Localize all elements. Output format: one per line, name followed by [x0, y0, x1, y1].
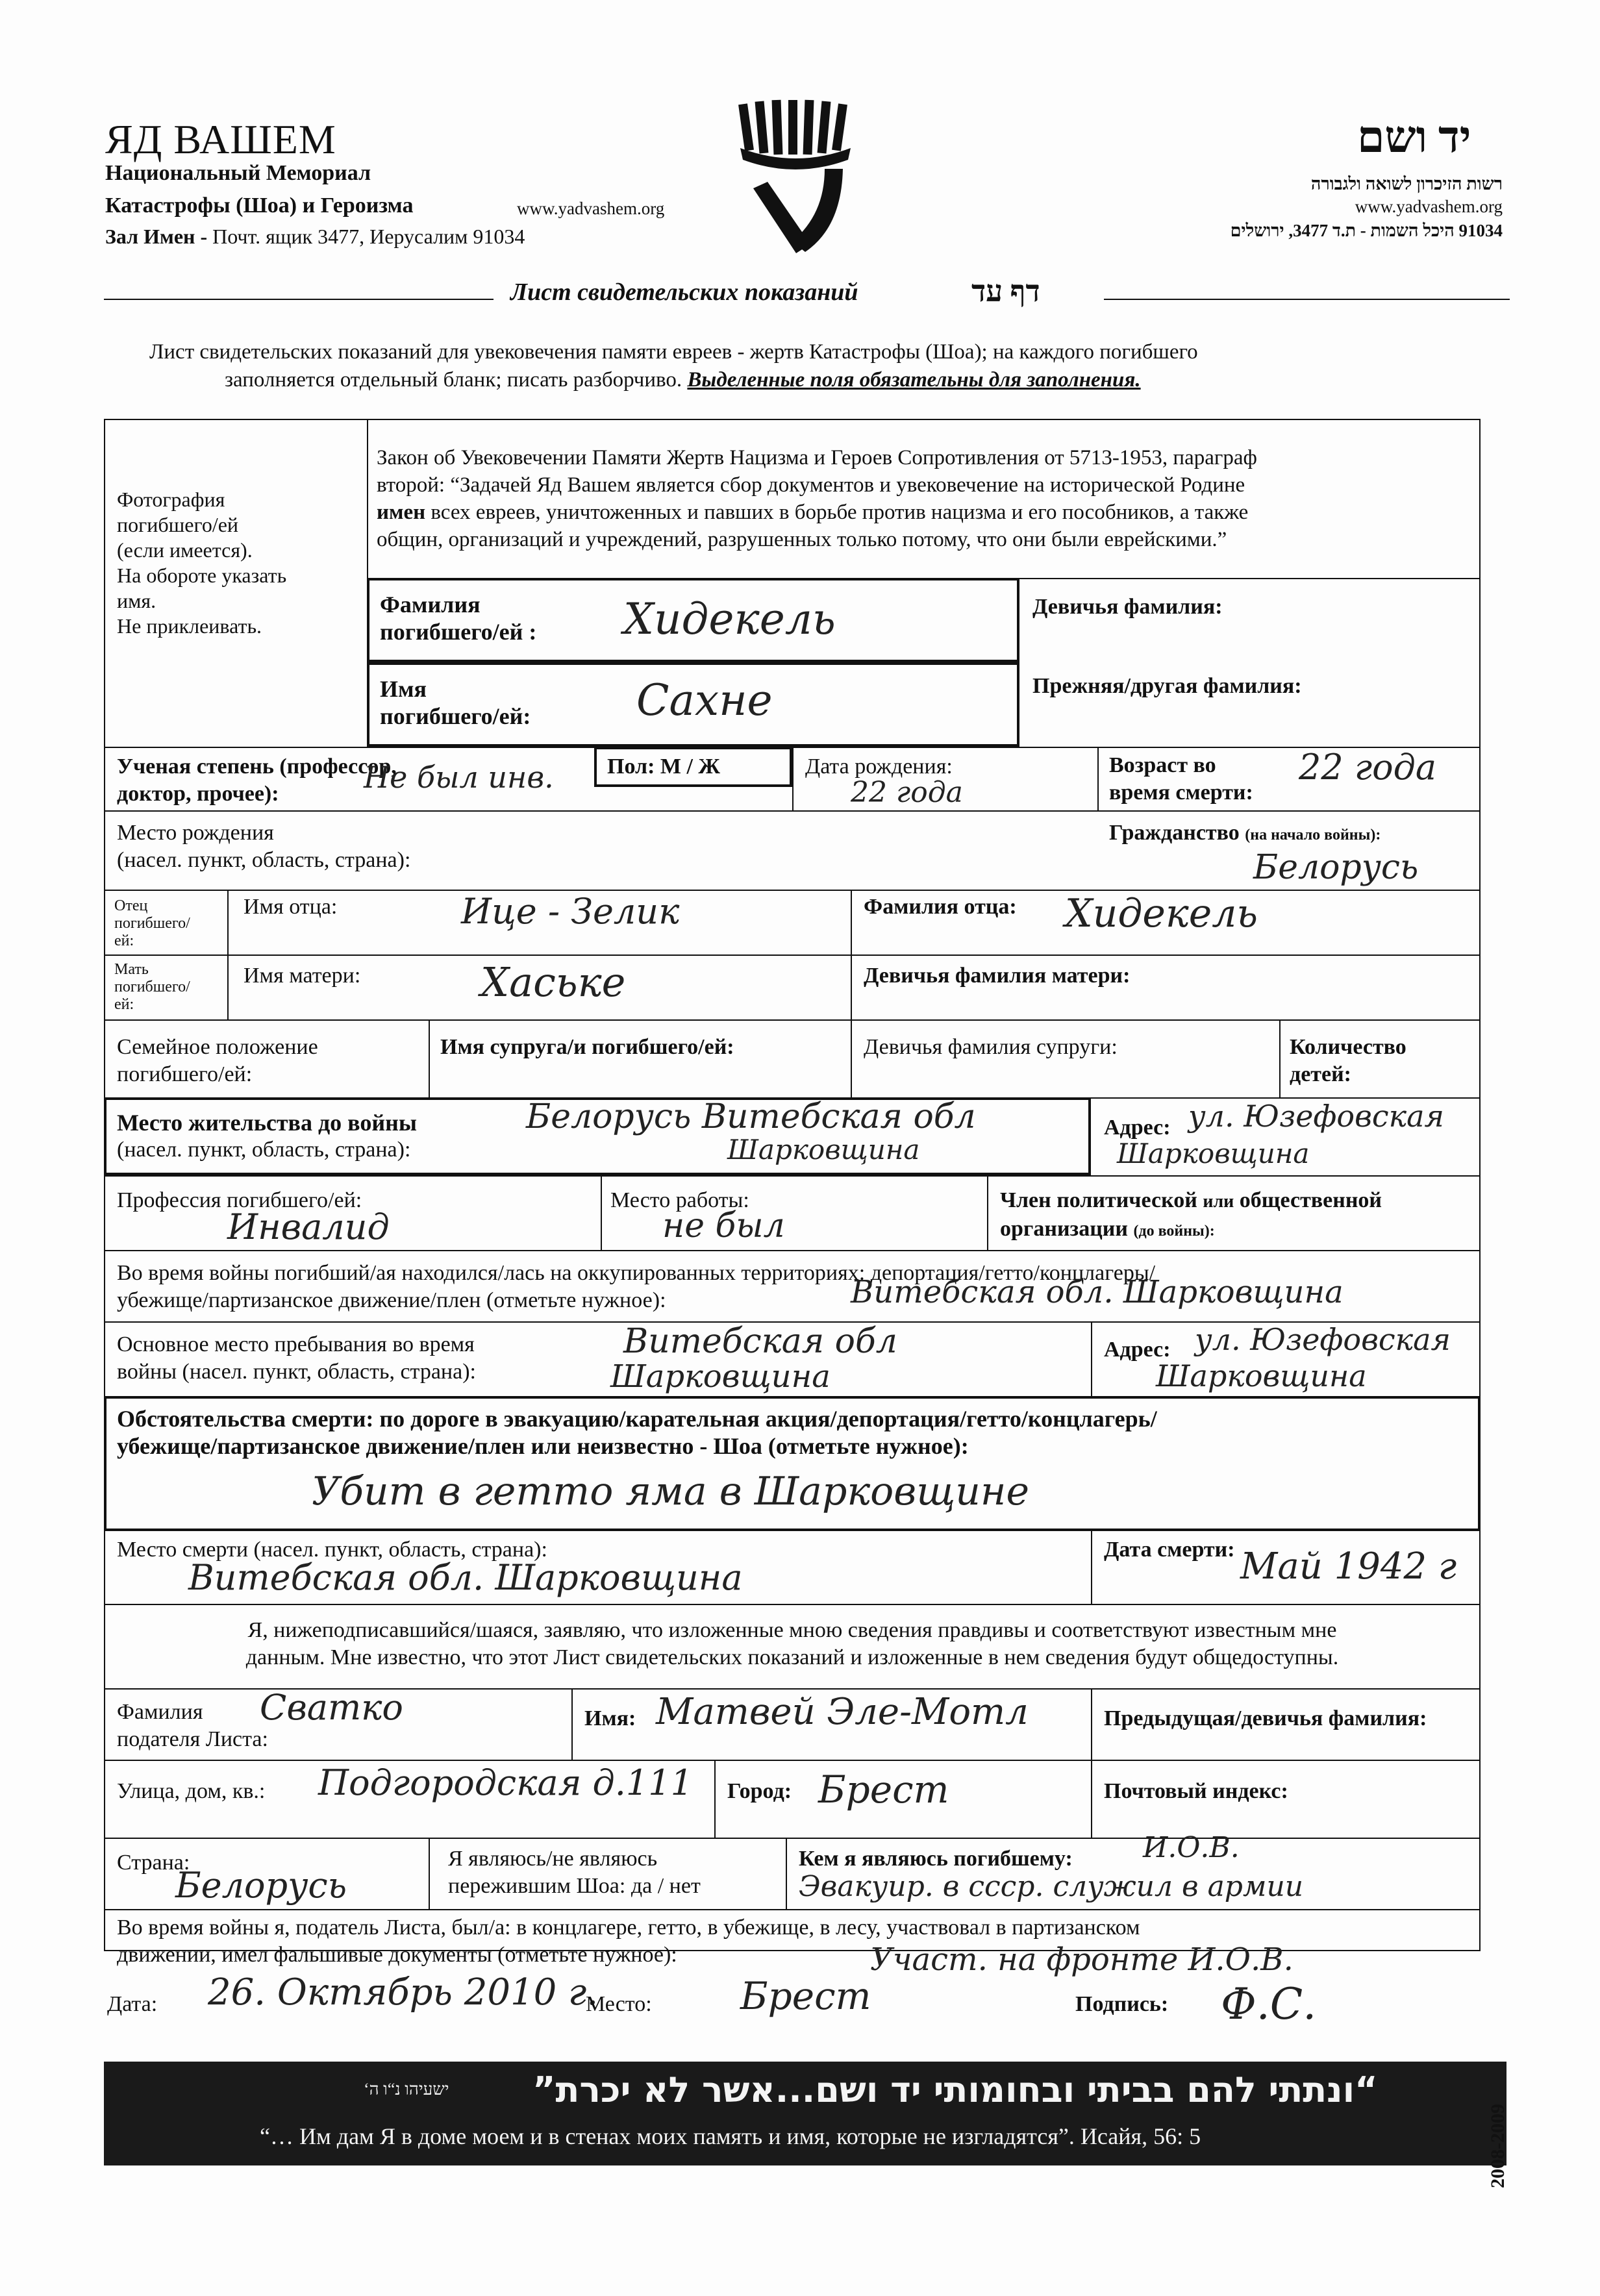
intro-line2-a: заполняется отдельный бланк; писать разборчиво. — [225, 368, 682, 392]
death-date-label: Дата смерти: — [1104, 1538, 1235, 1562]
address-label: Адрес: — [1104, 1116, 1171, 1140]
degree-label: Ученая степень (профессор, доктор, прочее): — [117, 755, 397, 806]
relation-label: Кем я являюсь погибшему: — [799, 1847, 1073, 1871]
date-label: Дата: — [107, 1992, 158, 2016]
form-title: Лист свидетельских показаний — [510, 279, 858, 306]
org-line2: Катастрофы (Шоа) и Героизма — [105, 193, 414, 218]
workplace-value[interactable]: не был — [662, 1206, 785, 1245]
yad-vashem-logo — [727, 97, 864, 266]
name-value[interactable]: Сахне — [636, 675, 773, 725]
dob-value[interactable]: 22 года — [851, 776, 963, 809]
submitter-name-label: Имя: — [584, 1706, 636, 1730]
submitter-surname-label: Фамилия подателя Листа: — [117, 1700, 268, 1751]
death-circumstances-label: Обстоятельства смерти: по дороге в эвакуацию/карательная акция/депортация/гетто/концлагерь/ убежище/партизанское движение/плен или неизвестно - Шоа (отметьте нужное): — [117, 1406, 1157, 1459]
war-value[interactable]: Витебская обл. Шарковщина — [851, 1274, 1344, 1310]
birthplace-label: Место рождения (насел. пункт, область, страна): — [117, 821, 411, 872]
death-date-value[interactable]: Май 1942 г — [1240, 1545, 1457, 1588]
street-label: Улица, дом, кв.: — [117, 1779, 266, 1803]
degree-value[interactable]: Не был инв. — [364, 760, 554, 795]
main-place-label: Основное место пребывания во время войны (насел. пункт, область, страна): — [117, 1332, 476, 1384]
father-surname-label: Фамилия отца: — [864, 895, 1017, 919]
website-left: www.yadvashem.org — [517, 199, 665, 218]
place-label: Место: — [586, 1992, 652, 2016]
age-label: Возраст во время смерти: — [1109, 753, 1253, 805]
heb-line1: רשות הזיכרון לשואה ולגבורה — [1310, 174, 1503, 193]
city-label: Город: — [727, 1779, 792, 1803]
citizenship-note: (на начало войны): — [1245, 827, 1381, 843]
death-circumstances-value[interactable]: Убит в гетто ямa в Шарковщине — [312, 1469, 1029, 1514]
family-label: Семейное положение погибшего/ей: — [117, 1035, 318, 1086]
intro-line2 — [225, 368, 1141, 392]
hall-address: Почт. ящик 3477, Иерусалим 91034 — [212, 225, 525, 248]
intro-required: Выделенные поля обязательны для заполнения. — [687, 368, 1141, 392]
profession-value[interactable]: Инвалид — [227, 1206, 390, 1247]
profession-label: Профессия погибшего/ей: — [117, 1188, 362, 1212]
declaration: Я, нижеподписавшийся/шаяся, заявляю, что изложенные мною сведения правдивы и соответствуют известным мне данным. Мне известно, что этот Лист свидетельских показаний и изложенные в нем сведения будут общедоступны. — [245, 1618, 1339, 1669]
footer-heb-source: ישעיהו נ“ו ה‘ — [364, 2080, 449, 2099]
relation-value-1[interactable]: И.О.В. — [1143, 1831, 1240, 1864]
zip-label: Почтовый индекс: — [1104, 1779, 1288, 1803]
main-place-value-2[interactable]: Шарковщина — [610, 1358, 831, 1395]
heb-title: יד ושם — [1357, 112, 1471, 162]
law-text: Закон об Увековечении Памяти Жертв Нацизма и Героев Сопротивления от 5713-1953, параграф второй: “Задачей Яд Вашем является сбор документов и увековечение на исторической Родине имен всех евреев, уничтоженных и павших в борьбе против нацизма и его пособников, а также общин, организаций и учреждений, разрушенных только потому, что они были еврейскими.” — [377, 446, 1257, 551]
country-value[interactable]: Белорусь — [175, 1865, 347, 1906]
street-value[interactable]: Подгородская д.111 — [318, 1762, 693, 1803]
survivor-label: Я являюсь/не являюсь пережившим Шоа: да / нет — [448, 1847, 701, 1898]
heb-website: www.yadvashem.org — [1355, 197, 1503, 216]
relation-value-2[interactable]: Эвакуир. в ссср. служил в армии — [799, 1870, 1304, 1903]
father-name-value[interactable]: Ице - Зелик — [461, 891, 680, 932]
surname-value[interactable]: Хидекель — [623, 594, 836, 644]
sex-label: Пол: М / Ж — [607, 755, 721, 779]
submitter-prev-label: Предыдущая/девичья фамилия: — [1104, 1706, 1427, 1730]
workplace-label: Место работы: — [610, 1188, 749, 1212]
form-title-heb: דף עד — [971, 275, 1040, 308]
submitter-surname-value[interactable]: Сватко — [260, 1687, 403, 1728]
photo-box: Фотография погибшего/ей (если имеется). На обороте указать имя. Не приклеивать. — [117, 488, 287, 638]
footer-ru-quote: “… Им дам Я в доме моем и в стенах моих память и имя, которые не изгладятся”. Исайя, 56: 5 — [260, 2123, 1201, 2149]
main-address-value-1[interactable]: ул. Юзефовская — [1195, 1322, 1451, 1357]
death-place-value[interactable]: Витебская обл. Шарковщина — [188, 1557, 743, 1598]
address-value-2[interactable]: Шарковщина — [1117, 1138, 1310, 1169]
org-line1: Национальный Мемориал — [105, 161, 371, 185]
citizenship-label: Гражданство (на начало войны): — [1109, 821, 1381, 845]
signature-label: Подпись: — [1075, 1992, 1169, 2016]
submitter-name-value[interactable]: Матвей Эле-Мотл — [656, 1691, 1029, 1733]
main-address-label: Адрес: — [1104, 1338, 1171, 1362]
main-address-value-2[interactable]: Шарковщина — [1156, 1358, 1367, 1393]
hall-label: Зал Имен - — [105, 225, 208, 248]
mother-name-value[interactable]: Хаське — [481, 958, 626, 1006]
hall-line — [105, 225, 525, 249]
father-side-label: Отец погибшего/ ей: — [114, 897, 190, 949]
org-title: ЯД ВАШЕМ — [105, 116, 336, 162]
father-name-label: Имя отца: — [244, 895, 338, 919]
address-value-1[interactable]: ул. Юзефовская — [1188, 1099, 1445, 1134]
name-label: Имя погибшего/ей: — [380, 676, 531, 729]
war-label: Во время войны погибший/ая находился/лась на оккупированных территориях: депортация/гетто/концлагеры/ убежище/партизанское движение/плен (отметьте нужное): — [117, 1261, 1156, 1312]
surname-label: Фамилия погибшего/ей : — [380, 592, 537, 645]
main-place-value-1[interactable]: Витебская обл — [623, 1322, 897, 1361]
citizenship-value[interactable]: Белорусь — [1253, 848, 1419, 887]
death-place-label: Место смерти (насел. пункт, область, страна): — [117, 1538, 547, 1562]
dob-label: Дата рождения: — [805, 755, 953, 779]
mother-name-label: Имя матери: — [244, 964, 361, 988]
footer-heb-quote: “ונתתי להם בביתי ובחומותי יד ושם...אשר לא יכרת” — [532, 2069, 1378, 2110]
date-value[interactable]: 26. Октябрь 2010 г. — [208, 1971, 599, 2014]
residence-value-1[interactable]: Белорусь Витебская обл — [526, 1097, 976, 1136]
signature-value[interactable]: Ф.С. — [1221, 1979, 1317, 2029]
maiden-label: Девичья фамилия: — [1032, 595, 1223, 619]
heb-address: 91034 היכל השמות - ת.ד 3477, ירושלים — [1230, 221, 1503, 240]
residence-label: Место жительства до войны (насел. пункт, область, страна): — [117, 1110, 417, 1162]
intro-line1: Лист свидетельских показаний для увековечения памяти евреев - жертв Катастрофы (Шоа); на каждого погибшего — [149, 340, 1198, 364]
country-label: Страна: — [117, 1851, 190, 1875]
spouse-maiden-label: Девичья фамилия супруги: — [864, 1035, 1118, 1059]
age-value[interactable]: 22 года — [1299, 747, 1437, 788]
residence-value-2[interactable]: Шарковщина — [727, 1134, 920, 1166]
during-war-value[interactable]: Участ. на фронте И.О.В. — [870, 1941, 1294, 1978]
during-war-label: Во время войны я, податель Листа, был/а: в концлагере, гетто, в убежище, в лесу, участвовал в партизанском движении, имел фальшивые документы (отметьте нужное): — [117, 1915, 1140, 1967]
footer-banner — [104, 2062, 1506, 2165]
children-label: Количество детей: — [1290, 1035, 1406, 1086]
mother-maiden-label: Девичья фамилия матери: — [864, 964, 1131, 988]
footer-years: 2008-2009 — [1487, 2104, 1508, 2188]
city-value[interactable]: Брест — [818, 1767, 949, 1812]
place-value[interactable]: Брест — [740, 1974, 871, 2018]
father-surname-value[interactable]: Хидекель — [1065, 891, 1258, 936]
member-label: Член политической или общественной организации (до войны): — [1000, 1188, 1382, 1241]
spouse-label: Имя супруга/и погибшего/ей: — [440, 1035, 734, 1059]
mother-side-label: Мать погибшего/ ей: — [114, 961, 190, 1013]
prev-surname-label: Прежняя/другая фамилия: — [1032, 674, 1302, 698]
menorah-logo-icon — [727, 97, 864, 266]
